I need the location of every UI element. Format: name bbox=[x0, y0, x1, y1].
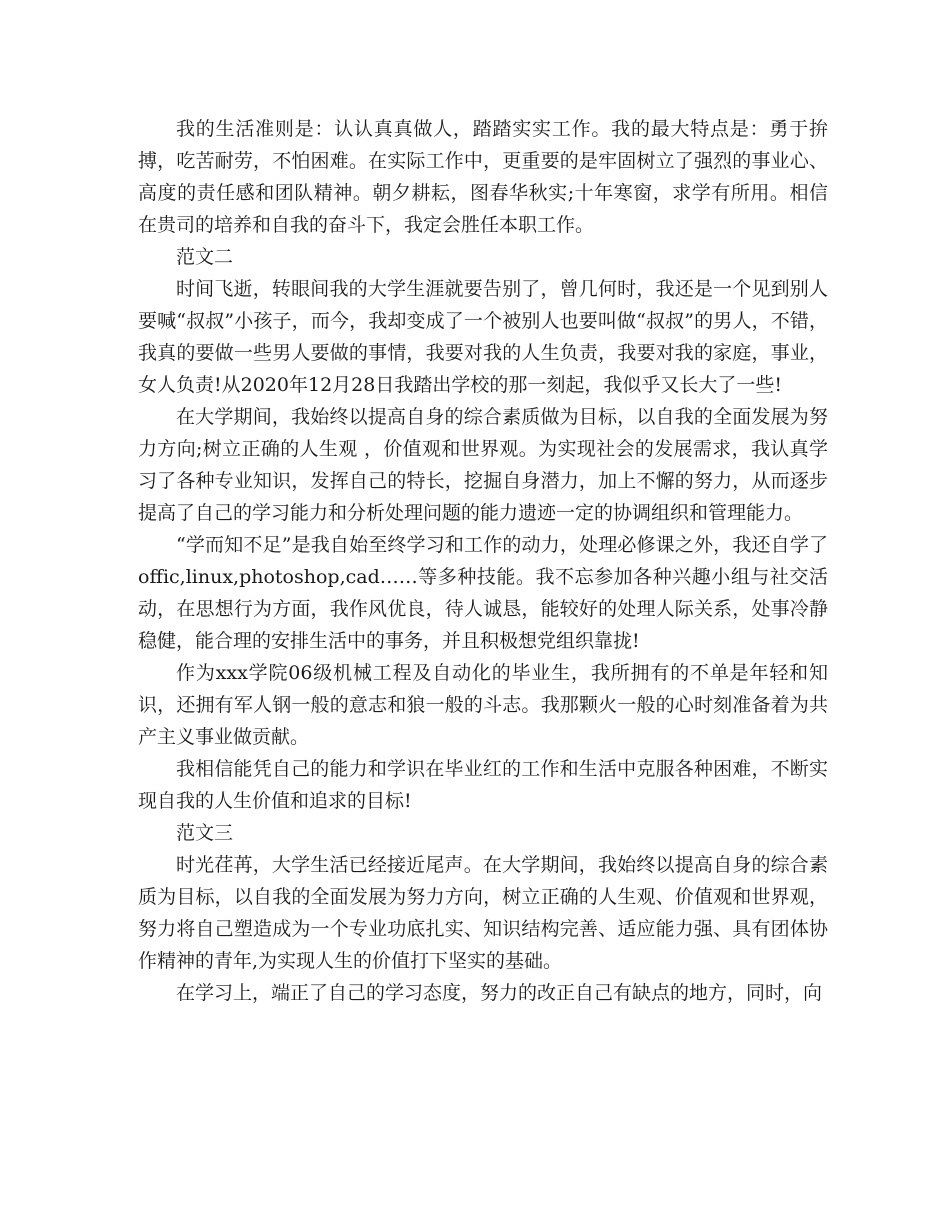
paragraph-study-attitude: 在学习上，端正了自己的学习态度，努力的改正自己有缺点的地方，同时，向 bbox=[176, 982, 823, 1004]
document-body bbox=[138, 113, 828, 1009]
paragraph-confidence: 我相信能凭自己的能力和学识在毕业红的工作和生活中克服各种困难，不断实现自我的人生价值和追求的目标! bbox=[138, 758, 828, 812]
paragraph-graduate-identity: 作为xxx学院06级机械工程及自动化的毕业生，我所拥有的不单是年轻和知识，还拥有军人钢一般的意志和狼一般的斗志。我那颗火一般的心时刻准备着为共产主义事业做贡献。 bbox=[138, 662, 828, 748]
section-heading-sample-two: 范文二 bbox=[176, 246, 234, 268]
paragraph-time-flies: 时间飞逝，转眼间我的大学生涯就要告别了，曾几何时，我还是一个见到别人要喊“叔叔”小孩子，而今，我却变成了一个被别人也要叫做“叔叔”的男人，不错，我真的要做一些男人要做的事情，我要对我的人生负责，我要对我的家庭，事业，女人负责!从2020年12月28日我踏出学校的那一刻起，我似乎又长大了一些! bbox=[138, 278, 828, 396]
paragraph-life-principle: 我的生活准则是：认认真真做人，踏踏实实工作。我的最大特点是：勇于拚搏，吃苦耐劳，不怕困难。在实际工作中，更重要的是牢固树立了强烈的事业心、高度的责任感和团队精神。朝夕耕耘，图春华秋实;十年寒窗，求学有所用。相信在贵司的培养和自我的奋斗下，我定会胜任本职工作。 bbox=[138, 118, 828, 236]
paragraph-learning-motivation: “学而知不足”是我自始至终学习和工作的动力，处理必修课之外，我还自学了offic,linux,photoshop,cad……等多种技能。我不忘参加各种兴趣小组与社交活动，在思想行为方面，我作风优良，待人诚恳，能较好的处理人际关系，处事冷静稳健，能合理的安排生活中的事务，并且积极想党组织靠拢! bbox=[138, 534, 828, 652]
section-heading-sample-three: 范文三 bbox=[176, 822, 234, 844]
paragraph-time-passes: 时光荏苒，大学生活已经接近尾声。在大学期间，我始终以提高自身的综合素质为目标，以自我的全面发展为努力方向，树立正确的人生观、价值观和世界观，努力将自己塑造成为一个专业功底扎实、知识结构完善、适应能力强、具有团体协作精神的青年,为实现人生的价值打下坚实的基础。 bbox=[138, 854, 828, 972]
paragraph-university-period: 在大学期间，我始终以提高自身的综合素质做为目标，以自我的全面发展为努力方向;树立正确的人生观 ，价值观和世界观。为实现社会的发展需求，我认真学习了各种专业知识，发挥自己的特长，挖掘自身潜力，加上不懈的努力，从而逐步提高了自己的学习能力和分析处理问题的能力遗迹一定的协调组织和管理能力。 bbox=[138, 406, 828, 524]
